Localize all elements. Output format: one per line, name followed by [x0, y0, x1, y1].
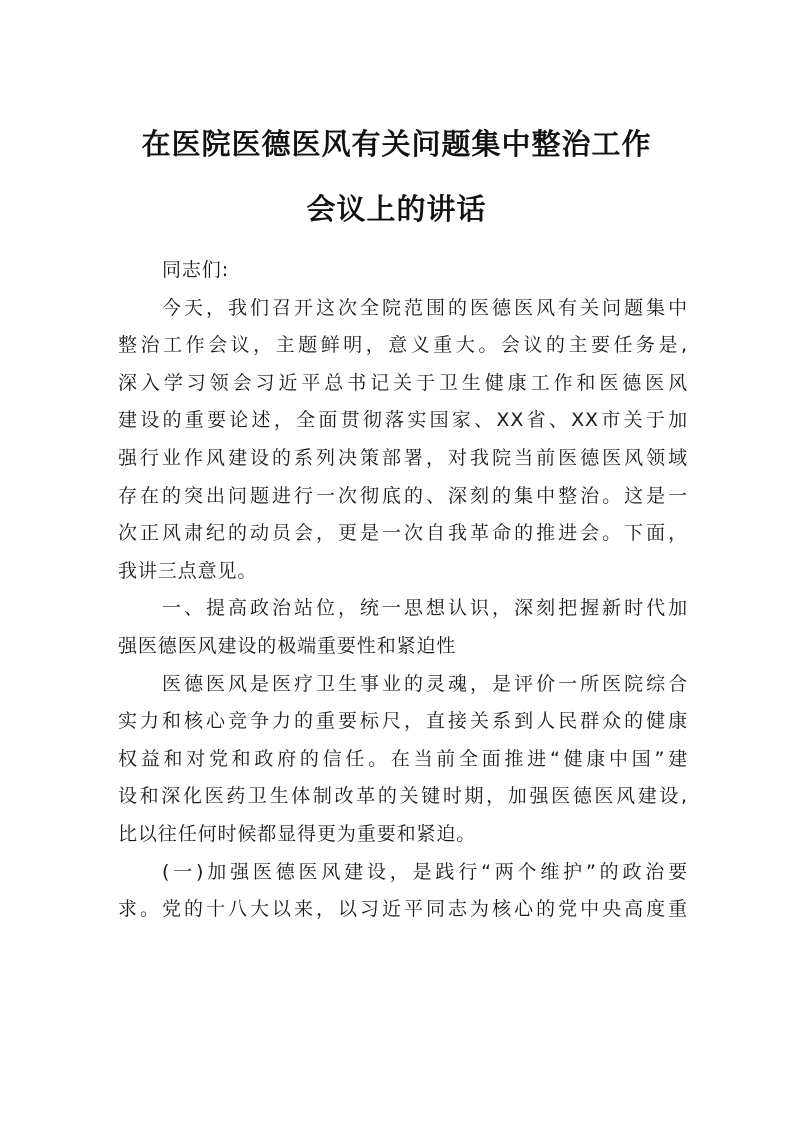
document-body	[118, 252, 688, 929]
paragraph-2-line-2: 实力和核心竞争力的重要标尺，直接关系到人民群众的健康	[118, 710, 688, 733]
paragraph-1-line-6: 存在的突出问题进行一次彻底的、深刻的集中整治。这是一	[118, 484, 688, 507]
paragraph-3-line-1: (一)加强医德医风建设，是践行“两个维护”的政治要	[162, 860, 688, 883]
document-title-line-1: 在医院医德医风有关问题集中整治工作	[141, 127, 652, 161]
paragraph-3-line-2: 求。党的十八大以来，以习近平同志为核心的党中央高度重	[118, 898, 688, 921]
paragraph-1-line-8: 我讲三点意见。	[118, 559, 258, 582]
paragraph-2-line-1: 医德医风是医疗卫生事业的灵魂，是评价一所医院综合	[162, 672, 688, 695]
document-title-line-2: 会议上的讲话	[306, 192, 487, 226]
salutation-line: 同志们:	[162, 259, 230, 281]
section-heading-1-line-2: 强医德医风建设的极端重要性和紧迫性	[118, 634, 457, 657]
paragraph-2-line-3: 权益和对党和政府的信任。在当前全面推进“健康中国”建	[118, 747, 688, 770]
paragraph-1-line-1: 今天，我们召开这次全院范围的医德医风有关问题集中	[162, 296, 688, 319]
section-heading-1-line-1: 一、提高政治站位，统一思想认识，深刻把握新时代加	[162, 597, 688, 620]
paragraph-1-line-7: 次正风肃纪的动员会，更是一次自我革命的推进会。下面，	[118, 522, 688, 545]
paragraph-1-line-3: 深入学习领会习近平总书记关于卫生健康工作和医德医风	[118, 371, 688, 394]
paragraph-2-line-4: 设和深化医药卫生体制改革的关键时期，加强医德医风建设,	[118, 785, 688, 808]
paragraph-1-line-2: 整治工作会议，主题鲜明，意义重大。会议的主要任务是,	[118, 334, 688, 357]
paragraph-1-line-4: 建设的重要论述，全面贯彻落实国家、XX省、XX市关于加	[118, 409, 688, 432]
paragraph-2-line-5: 比以往任何时候都显得更为重要和紧迫。	[118, 822, 477, 845]
paragraph-1-line-5: 强行业作风建设的系列决策部署，对我院当前医德医风领域	[118, 446, 688, 469]
